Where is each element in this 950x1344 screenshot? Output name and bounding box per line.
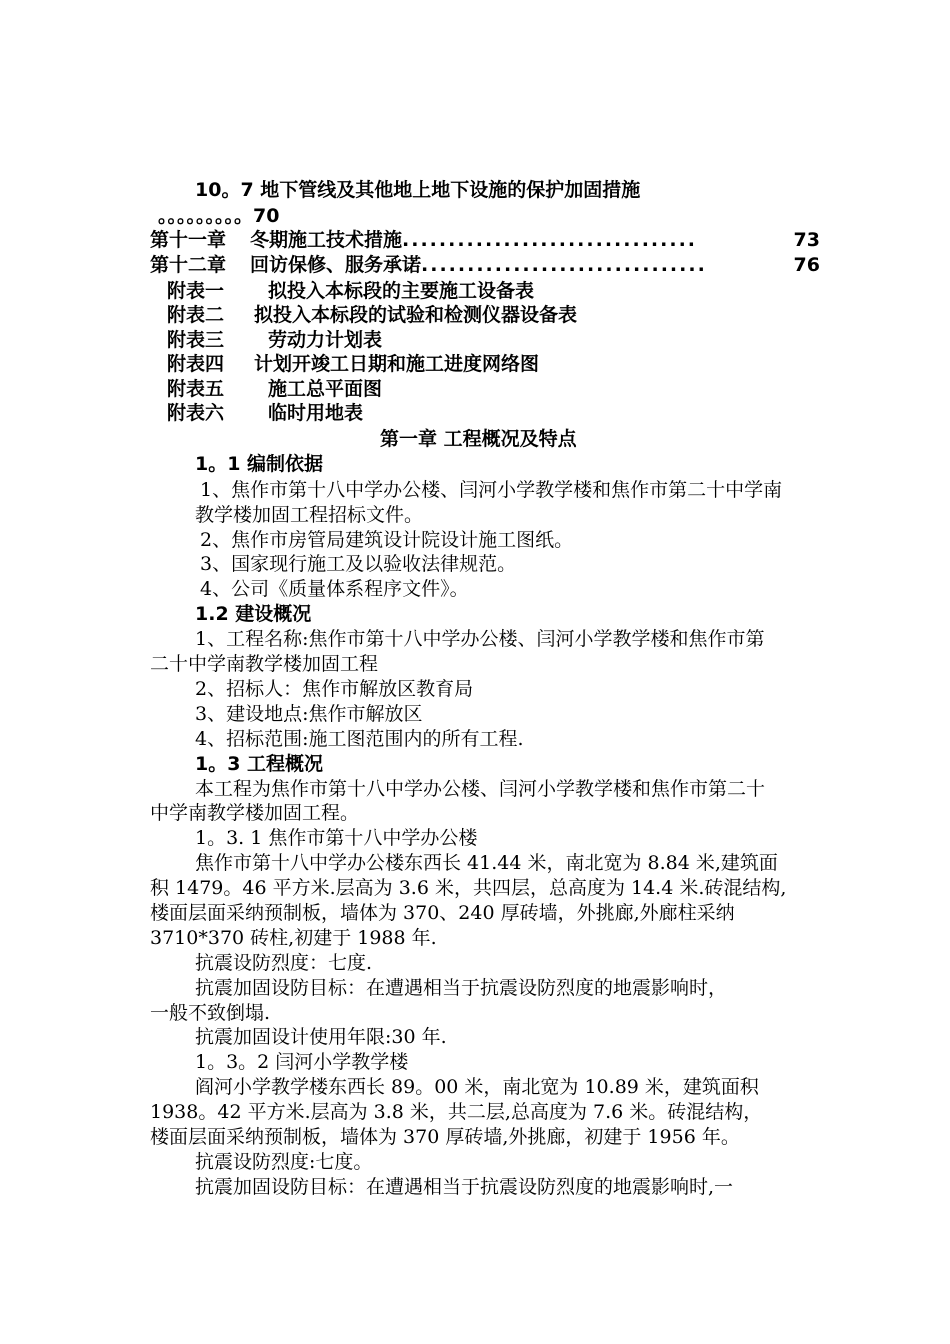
section-1-1-line: 4、公司《质量体系程序文件》。 — [200, 578, 469, 600]
toc-ch11-title: 冬期施工技术措施 — [250, 229, 403, 251]
section-1-3-line: 抗震设防烈度：七度. — [195, 952, 373, 974]
toc-appendix-3[interactable] — [167, 328, 382, 352]
section-1-3-1-heading: 1。3. 1 焦作市第十八中学办公楼 — [195, 827, 478, 849]
section-1-2-line: 4、招标范围:施工图范围内的所有工程. — [195, 728, 524, 750]
section-1-3-line: 积 1479。46 平方米.层高为 3.6 米，共四层，总高度为 14.4 米.砖混结构, — [150, 877, 787, 899]
section-1-2-heading: 1.2 建设概况 — [195, 603, 312, 625]
section-1-2-line: 2、招标人：焦作市解放区教育局 — [195, 678, 474, 700]
section-1-3-line: 楼面层面采纳预制板，墙体为 370 厚砖墙,外挑廊，初建于 1956 年。 — [150, 1126, 740, 1148]
toc-appendix-4[interactable] — [167, 352, 539, 376]
section-1-3-line: 一般不致倒塌. — [150, 1002, 271, 1024]
toc-appendix-5[interactable] — [167, 377, 382, 401]
appendix-title: 劳动力计划表 — [268, 329, 383, 351]
section-1-1-line: 教学楼加固工程招标文件。 — [195, 504, 424, 526]
toc-appendix-2[interactable] — [167, 303, 577, 327]
toc-item-10-7: 10。7 地下管线及其他地上地下设施的保护加固措施 — [195, 179, 641, 201]
section-1-1-line: 2、焦作市房管局建筑设计院设计施工图纸。 — [200, 529, 574, 551]
toc-ch11-dots: ................................ — [402, 229, 697, 251]
section-1-1-heading: 1。1 编制依据 — [195, 453, 324, 475]
section-1-3-line: 本工程为焦作市第十八中学办公楼、闫河小学教学楼和焦作市第二十 — [195, 778, 766, 800]
section-1-1-line: 3、国家现行施工及以验收法律规范。 — [200, 553, 517, 575]
toc-chapter-11[interactable] — [150, 228, 820, 252]
appendix-label: 附表五 — [167, 378, 225, 400]
toc-appendix-1[interactable] — [167, 279, 534, 303]
toc-chapter-12[interactable] — [150, 253, 820, 277]
appendix-title: 拟投入本标段的主要施工设备表 — [268, 280, 535, 302]
section-1-3-line: 3710*370 砖柱,初建于 1988 年. — [150, 927, 437, 949]
section-1-3-line: 焦作市第十八中学办公楼东西长 41.44 米，南北宽为 8.84 米,建筑面 — [195, 852, 778, 874]
toc-ch12-label: 第十二章 — [150, 254, 227, 276]
section-1-2-line: 二十中学南教学楼加固工程 — [150, 653, 379, 675]
toc-ch12-page: 76 — [793, 254, 820, 276]
section-1-2-line: 3、建设地点:焦作市解放区 — [195, 703, 423, 725]
section-1-3-line: 抗震加固设防目标：在遭遇相当于抗震设防烈度的地震影响时， — [195, 977, 728, 999]
appendix-title: 拟投入本标段的试验和检测仪器设备表 — [254, 304, 578, 326]
section-1-3-line: 抗震设防烈度:七度。 — [195, 1151, 373, 1173]
appendix-label: 附表三 — [167, 329, 225, 351]
section-1-3-line: 1938。42 平方米.层高为 3.8 米，共二层,总高度为 7.6 米。砖混结构， — [150, 1101, 763, 1123]
toc-ch12-dots: ............................... — [421, 254, 707, 276]
chapter-1-title: 第一章 工程概况及特点 — [380, 428, 577, 450]
toc-ch11-label: 第十一章 — [150, 229, 227, 251]
appendix-label: 附表四 — [167, 353, 225, 375]
appendix-title: 施工总平面图 — [268, 378, 383, 400]
section-1-3-2-heading: 1。3。2 闫河小学教学楼 — [195, 1051, 409, 1073]
toc-ch12-title: 回访保修、服务承诺 — [250, 254, 422, 276]
section-1-3-line: 抗震加固设防目标：在遭遇相当于抗震设防烈度的地震影响时,一 — [195, 1176, 734, 1198]
appendix-label: 附表六 — [167, 402, 225, 424]
toc-appendix-6[interactable] — [167, 401, 363, 425]
section-1-3-heading: 1。3 工程概况 — [195, 753, 324, 775]
section-1-1-line: 1、焦作市第十八中学办公楼、闫河小学教学楼和焦作市第二十中学南 — [200, 479, 783, 501]
section-1-3-line: 阎河小学教学楼东西长 89。00 米，南北宽为 10.89 米，建筑面积 — [195, 1076, 759, 1098]
section-1-2-line: 1、工程名称:焦作市第十八中学办公楼、闫河小学教学楼和焦作市第 — [195, 628, 765, 650]
toc-ch11-page: 73 — [793, 229, 820, 251]
appendix-title: 计划开竣工日期和施工进度网络图 — [254, 353, 540, 375]
section-1-3-line: 中学南教学楼加固工程。 — [150, 802, 360, 824]
section-1-3-line: 抗震加固设计使用年限:30 年. — [195, 1026, 447, 1048]
appendix-title: 临时用地表 — [268, 402, 364, 424]
appendix-label: 附表二 — [167, 304, 225, 326]
appendix-label: 附表一 — [167, 280, 225, 302]
section-1-3-line: 楼面层面采纳预制板，墙体为 370、240 厚砖墙，外挑廊,外廊柱采纳 — [150, 902, 735, 924]
toc-item-10-7-leader: 。。。。。。。。。70 — [158, 205, 280, 227]
